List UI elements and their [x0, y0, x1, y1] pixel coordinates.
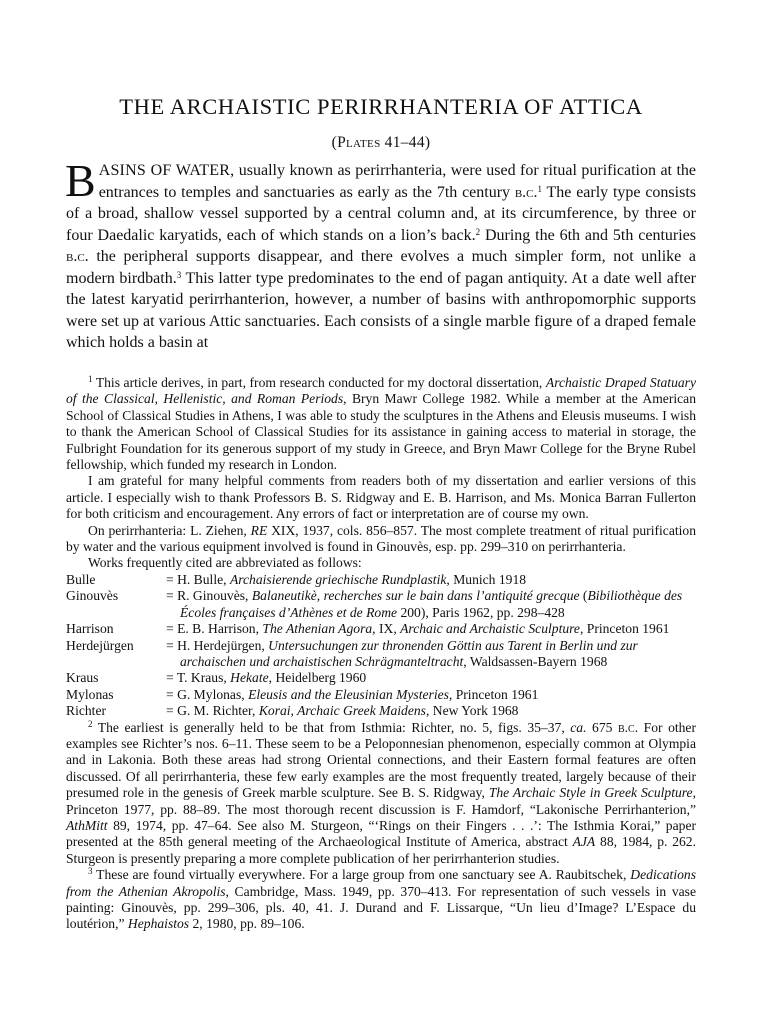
abbr-value: = T. Kraus, Hekate, Heidelberg 1960 [166, 670, 367, 686]
abbr-key: Mylonas [66, 686, 114, 702]
abbr-key: Richter [66, 703, 107, 719]
footnote-ref-1[interactable]: 1 [537, 183, 543, 194]
article-title: THE ARCHAISTIC PERIRRHANTERIA OF ATTICA [119, 94, 643, 119]
abbr-key: Herdejürgen [66, 637, 134, 653]
abbr-value: = E. B. Harrison, The Athenian Agora, IX, Archaic and Archaistic Sculpture, Princeton 1961 [166, 621, 670, 637]
abbreviations-intro: Works frequently cited are abbreviated as follows: [88, 555, 362, 571]
plates-reference: (Plates 41–44) [331, 134, 431, 151]
footnote-2: $^2$ The earliest is generally held to be that from Isthmia: Richter, no. 5, figs. 35–37, ca. 675 b.c. For other examples see Richter’s nos. 6–11. These seem to be a Peloponnesian phenomenon, especially common at Olympia and in Lakonia. Both these areas had strong Oriental connections, and their Eastern formal features are often discussed. Of all perirrhanteria, these few early examples are the most frequently treated, largely because of their presumed role in the genesis of Greek marble sculpture. See B. S. Ridgway, The Archaic Style in Greek Sculpture, Princeton 1977, pp. 88–89. The most thorough recent discussion is F. Hamdorf, “Lakonische Perrirhanterion,” AthMitt 89, 1974, pp. 47–64. See also M. Sturgeon, “‘Rings on their Fingers . . .’: The Isthmia Korai,” paper presented at the 85th general meeting of the Archaeological Institute of America, abstract AJA 88, 1984, p. 262. Sturgeon is presently preparing a more complete publication of her perirrhanterion studies. [66, 718, 696, 866]
abbr-key: Ginouvès [66, 588, 119, 604]
footnote-1: $^1$ This article derives, in part, from research conducted for my doctoral dissertation, Archaistic Draped Statuary of the Classical, Hellenistic, and Roman Periods, Bryn Mawr College 1982. While a member at the American School of Classical Studies in Athens, I was able to study the sculptures in the Athens and Eleusis museums. I wish to thank the American School of Classical Studies for its assistance in gaining access to material in storage, the Fulbright Foundation for its generous support of my study in Greece, and Bryn Mawr College for the Bryne Rubel fellowship, which funded my research in London. [66, 374, 696, 473]
footnote-1-para-3: On perirrhanteria: L. Ziehen, RE XIX, 1937, cols. 856–857. The most complete treatment of ritual purification by water and the various equipment involved is found in Ginouvès, esp. pp. 299–310 on perirrhanteria. [66, 522, 697, 555]
abbr-value: = G. M. Richter, Korai, Archaic Greek Maidens, New York 1968 [166, 703, 519, 719]
abbr-value: = H. Herdejürgen, Untersuchungen zur thronenden Göttin aus Tarent in Berlin und zur archaischen und archaistischen Schrägmanteltracht, Waldsassen-Bayern 1968 [166, 637, 638, 669]
abbr-key: Harrison [66, 621, 114, 637]
abbr-value: = R. Ginouvès, Balaneutikè, recherches sur le bain dans l’antiquité grecque (Bibiliothèque des Écoles françaises d’Athènes et de Rome 200), Paris 1962, pp. 298–428 [166, 588, 683, 620]
abbreviations-list [66, 572, 696, 720]
footnotes [66, 375, 696, 933]
footnote-ref-3[interactable]: 3 [176, 269, 182, 280]
abbr-value: = H. Bulle, Archaisierende griechische Rundplastik, Munich 1918 [166, 571, 527, 587]
abbr-key: Bulle [66, 571, 96, 587]
drop-cap: B [65, 155, 96, 206]
abbr-key: Kraus [66, 670, 99, 686]
abbr-value: = G. Mylonas, Eleusis and the Eleusinian Mysteries, Princeton 1961 [166, 686, 539, 702]
footnote-3: $^3$ These are found virtually everywhere. For a large group from one sanctuary see A. Raubitschek, Dedications from the Athenian Akropolis, Cambridge, Mass. 1949, pp. 370–413. For representation of such vessels in vase painting: Ginouvès, pp. 299–306, pls. 40, 41. J. Durand and F. Lissarque, “Un lieu d’Image? L’Espace du loutérion,” Hephaistos 2, 1980, pp. 89–106. [66, 866, 696, 932]
footnote-ref-2[interactable]: 2 [475, 226, 481, 237]
footnote-1-para-2: I am grateful for many helpful comments from readers both of my dissertation and earlier versions of this article. I especially wish to thank Professors B. S. Ridgway and E. B. Harrison, and Ms. Monica Barran Fullerton for both criticism and encouragement. Any errors of fact or interpretation are of course my own. [66, 473, 696, 522]
body-text: BASINS OF WATER, usually known as perirrhanteria, were used for ritual purification at the entrances to temples and sanctuaries as early as the 7th century b.c.$^1$ The early type consists of a broad, shallow vessel supported by a central column and, at its circumference, by three or four Daedalic karyatids, each of which stands on a lion’s back.$^2$ During the 6th and 5th centuries b.c. the peripheral supports disappear, and there evolves a much simpler form, not unlike a modern birdbath.$^3$ This latter type predominates to the end of pagan antiquity. At a date well after the latest karyatid perirrhanterion, however, a number of basins with anthropomorphic supports were set up at various Attic sanctuaries. Each consists of a single marble figure of a draped female which holds a basin at [65, 155, 696, 351]
lead-in: ASINS OF WATER, [98, 162, 235, 179]
